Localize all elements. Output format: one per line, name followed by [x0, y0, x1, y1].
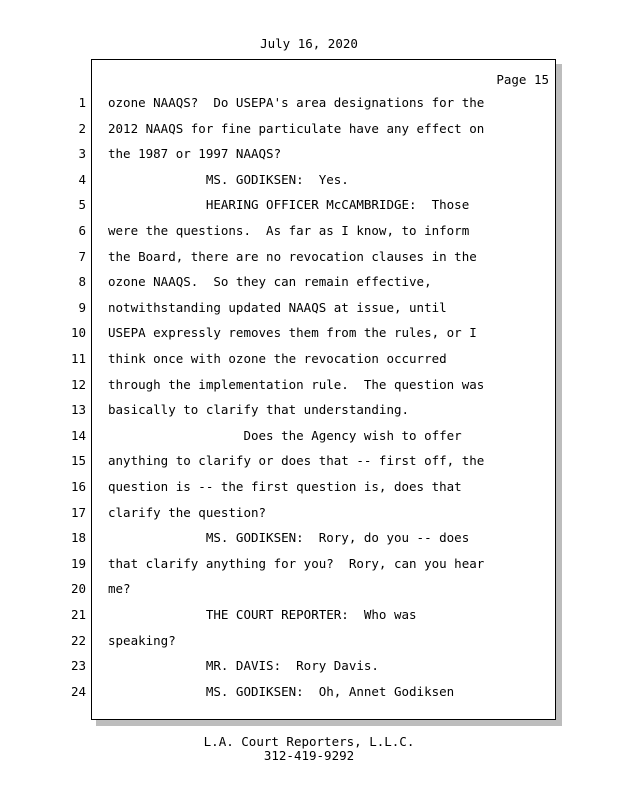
header-date: July 16, 2020 — [260, 36, 358, 51]
line-text: ozone NAAQS. So they can remain effective, — [108, 274, 432, 290]
transcript-line — [0, 95, 618, 115]
line-text: think once with ozone the revocation occurred — [108, 351, 447, 366]
line-text: MR. DAVIS: Rory Davis. — [108, 658, 379, 674]
line-number: 4 — [78, 171, 86, 187]
line-text: that clarify anything for you? Rory, can you hear — [108, 555, 485, 571]
transcript-line — [0, 351, 618, 371]
transcript-line — [0, 402, 618, 422]
line-number: 1 — [78, 95, 86, 110]
transcript-line — [0, 556, 618, 576]
line-text: the Board, there are no revocation clauses in the — [108, 248, 477, 264]
line-text: MS. GODIKSEN: Yes. — [108, 171, 349, 187]
line-number: 15 — [70, 453, 86, 469]
line-number: 21 — [70, 607, 86, 622]
transcript-line — [0, 197, 618, 217]
transcript-line — [0, 684, 618, 704]
transcript-line — [0, 658, 618, 678]
transcript-line — [0, 274, 618, 294]
line-text: the 1987 or 1997 NAAQS? — [108, 146, 282, 162]
line-text: clarify the question? — [108, 504, 267, 520]
transcript-line — [0, 479, 618, 499]
line-number: 8 — [78, 274, 86, 290]
line-number: 10 — [70, 325, 86, 341]
transcript-line — [0, 121, 618, 141]
transcript-line — [0, 249, 618, 269]
transcript-line — [0, 530, 618, 550]
line-number: 12 — [70, 376, 86, 392]
line-text: notwithstanding updated NAAQS at issue, until — [108, 299, 447, 315]
line-text: basically to clarify that understanding. — [108, 402, 410, 418]
transcript-line — [0, 146, 618, 166]
transcript-line — [0, 428, 618, 448]
transcript-line — [0, 581, 618, 601]
transcript-line — [0, 172, 618, 192]
transcript-line — [0, 300, 618, 320]
line-number: 3 — [78, 146, 86, 162]
line-number: 6 — [78, 223, 86, 238]
line-text: through the implementation rule. The question was — [108, 376, 485, 392]
line-text: were the questions. As far as I know, to inform — [108, 223, 470, 238]
line-number: 2 — [78, 120, 86, 136]
transcript-line — [0, 223, 618, 243]
line-text: Does the Agency wish to offer — [108, 427, 462, 443]
line-text: ozone NAAQS? Do USEPA's area designations for the — [108, 95, 485, 110]
line-text: speaking? — [108, 632, 176, 648]
transcript-line — [0, 633, 618, 653]
line-number: 9 — [78, 299, 86, 315]
footer-phone: 312-419-9292 — [263, 748, 355, 763]
line-text: USEPA expressly removes them from the rules, or I — [108, 325, 477, 341]
transcript-line — [0, 607, 618, 627]
line-text: me? — [108, 581, 131, 597]
line-number: 22 — [70, 632, 86, 648]
transcript-line — [0, 453, 618, 473]
transcript-line — [0, 325, 618, 345]
page-number: Page 15 — [496, 72, 549, 87]
line-number: 16 — [70, 479, 86, 494]
transcript-line — [0, 377, 618, 397]
line-number: 14 — [70, 427, 86, 443]
line-text: 2012 NAAQS for fine particulate have any effect on — [108, 120, 485, 136]
line-number: 13 — [70, 402, 86, 418]
line-number: 20 — [70, 581, 86, 597]
line-text: THE COURT REPORTER: Who was — [108, 607, 417, 622]
line-text: MS. GODIKSEN: Oh, Annet Godiksen — [108, 683, 455, 699]
line-number: 19 — [70, 555, 86, 571]
line-number: 24 — [70, 683, 86, 699]
line-text: MS. GODIKSEN: Rory, do you -- does — [108, 530, 470, 546]
line-text: anything to clarify or does that -- first off, the — [108, 453, 485, 469]
line-number: 17 — [70, 504, 86, 520]
line-number: 5 — [78, 197, 86, 213]
footer-company: L.A. Court Reporters, L.L.C. — [203, 734, 415, 749]
line-number: 23 — [70, 658, 86, 674]
line-text: HEARING OFFICER McCAMBRIDGE: Those — [108, 197, 470, 213]
line-number: 18 — [70, 530, 86, 546]
transcript-line — [0, 505, 618, 525]
line-number: 11 — [70, 351, 86, 366]
line-number: 7 — [78, 248, 86, 264]
line-text: question is -- the first question is, does that — [108, 479, 462, 494]
